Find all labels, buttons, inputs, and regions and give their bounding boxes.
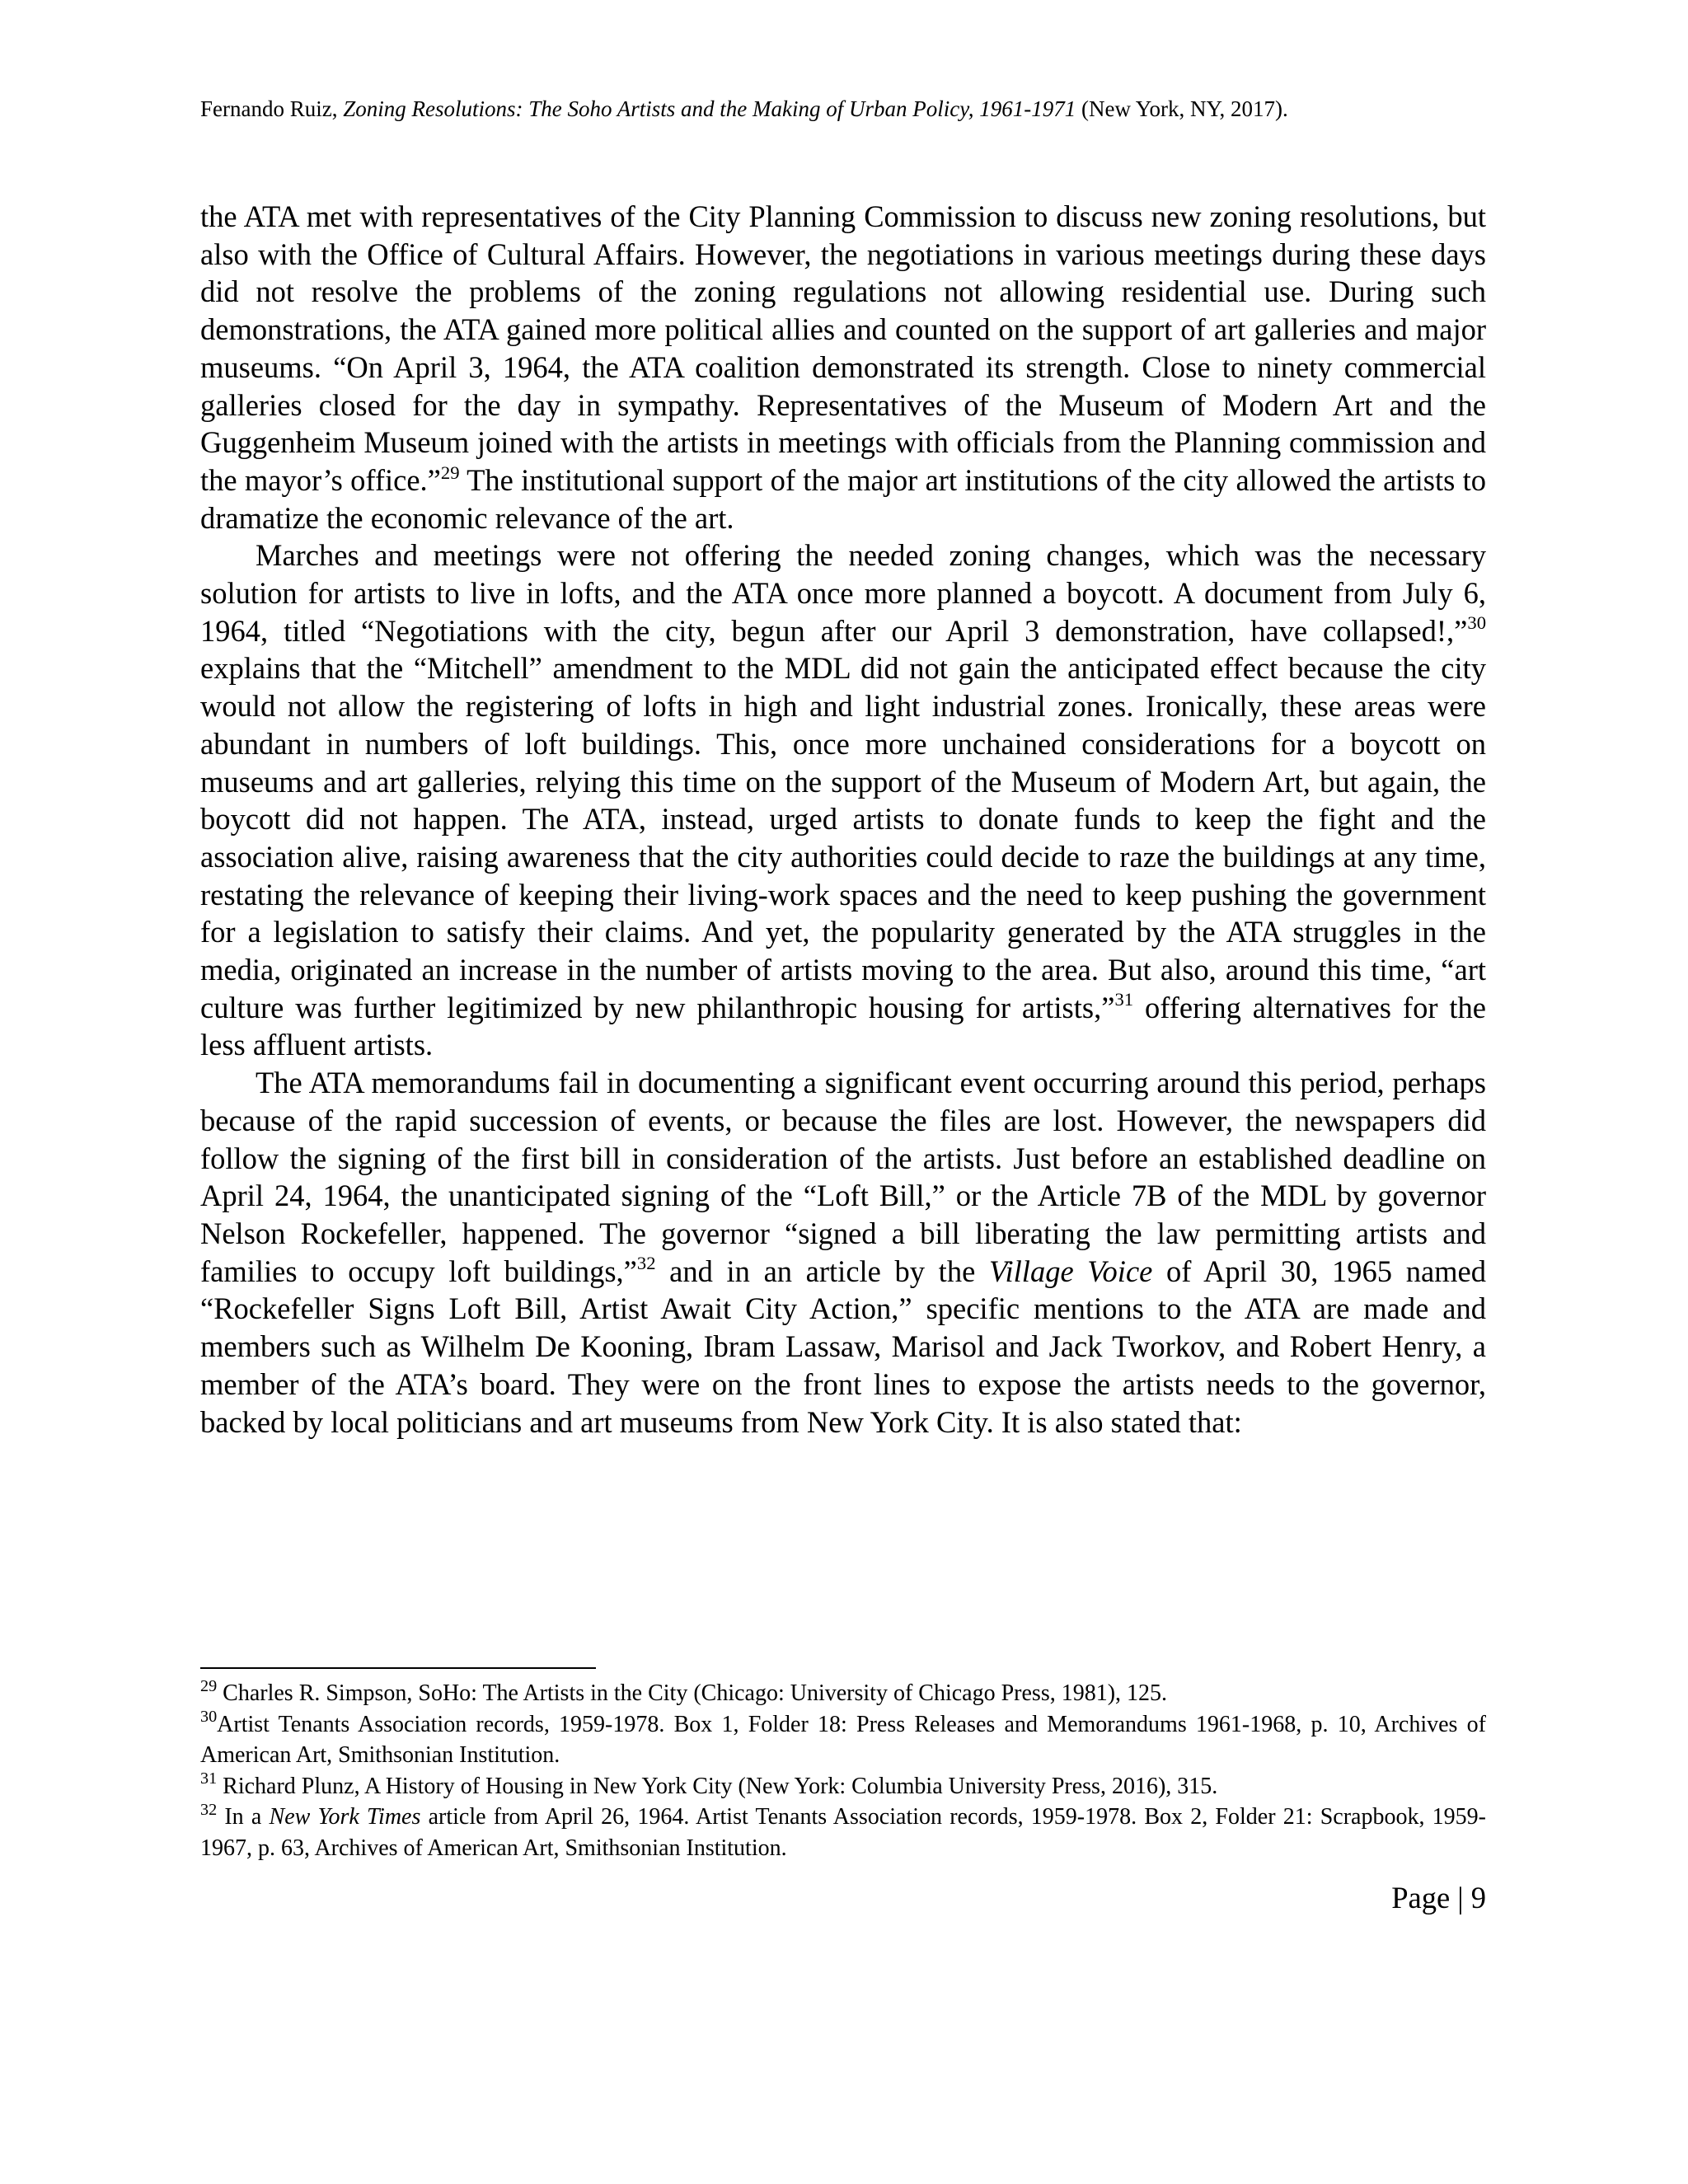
paragraph-1 <box>200 198 1486 537</box>
footnote-text: In a <box>224 1804 270 1830</box>
page-number: Page | 9 <box>1391 1881 1486 1915</box>
footnote-number: 32 <box>200 1800 218 1819</box>
footnote-ref-32[interactable]: 32 <box>636 1253 656 1274</box>
paragraph-text: offering alternatives for the less affluent artists. <box>200 990 1486 1062</box>
footnote-separator <box>200 1667 596 1669</box>
header-imprint: (New York, NY, 2017). <box>1076 96 1288 121</box>
paragraph-text: the ATA met with representatives of the City Planning Commission to discuss new zoning resolutions, but also with the Office of Cultural Affairs. However, the negotiations in various meetings during these days did not resolve the problems of the zoning regulations not allowing residential use. During such demonstrations, the ATA gained more political allies and counted on the support of art galleries and major museums. “On April 3, 1964, the ATA coalition demonstrated its strength. Close to ninety commercial galleries closed for the day in sympathy. Representatives of the Museum of Modern Art and the Guggenheim Museum joined with the artists in meetings with officials from the Planning commission and the mayor’s office.” <box>200 199 1486 497</box>
footnote-ref-30[interactable]: 30 <box>1467 612 1486 634</box>
footnote-number: 29 <box>200 1676 218 1695</box>
footnote-29 <box>200 1678 1486 1709</box>
paragraph-text: Marches and meetings were not offering the needed zoning changes, which was the necessary solution for artists to live in lofts, and the ATA once more planned a boycott. A document from July 6, 1964, titled “Negotiations with the city, begun after our April 3 demonstration, have collapsed!,” <box>200 538 1486 648</box>
footnote-ref-29[interactable]: 29 <box>440 462 460 483</box>
paragraph-text: explains that the “Mitchell” amendment to the MDL did not gain the anticipated effect because the city would not allow the registering of lofts in high and light industrial zones. Ironically, these areas were abundant in numbers of loft buildings. This, once more unchained considerations for a boycott on museums and art galleries, relying this time on the support of the Museum of Modern Art, but again, the boycott did not happen. The ATA, instead, urged artists to donate funds to keep the fight and the association alive, raising awareness that the city authorities could decide to raze the buildings at any time, restating the relevance of keeping their living-work spaces and the need to keep pushing the government for a legislation to satisfy their claims. And yet, the popularity generated by the ATA struggles in the media, originated an increase in the number of artists moving to the area. But also, around this time, “art culture was further legitimized by new philanthropic housing for artists,” <box>200 651 1486 1024</box>
paragraph-text: The ATA memorandums fail in documenting a significant event occurring around this period, perhaps because of the rapid succession of events, or because the files are lost. However, the newspapers did follow the signing of the first bill in consideration of the artists. Just before an established deadline on April 24, 1964, the unanticipated signing of the “Loft Bill,” or the Article 7B of the MDL by governor Nelson Rockefeller, happened. The governor “signed a bill liberating the law permitting artists and families to occupy loft buildings,” <box>200 1066 1486 1288</box>
footnote-text: article from April 26, 1964. Artist Tenants Association records, 1959-1978. Box 2, Folder 21: Scrapbook, 1959-1967, p. 63, Archives of American Art, Smithsonian Institution. <box>200 1804 1486 1861</box>
publication-title: Village Voice <box>988 1254 1153 1288</box>
running-header <box>200 92 1486 125</box>
footnote-31 <box>200 1771 1486 1802</box>
footnote-number: 31 <box>200 1769 218 1788</box>
footnote-ref-31[interactable]: 31 <box>1114 989 1134 1010</box>
header-author: Fernando Ruiz, <box>200 96 344 121</box>
paragraph-text: and in an article by the <box>655 1254 989 1288</box>
footnote-30 <box>200 1709 1486 1771</box>
body-text <box>200 198 1486 1441</box>
paragraph-2 <box>200 537 1486 1064</box>
paragraph-text: of April 30, 1965 named “Rockefeller Signs Loft Bill, Artist Await City Action,” specific mentions to the ATA are made and members such as Wilhelm De Kooning, Ibram Lassaw, Marisol and Jack Tworkov, and Robert Henry, a member of the ATA’s board. They were on the front lines to expose the artists needs to the governor, backed by local politicians and art museums from New York City. It is also stated that: <box>200 1254 1486 1439</box>
footnote-number: 30 <box>200 1708 218 1727</box>
footnote-space <box>217 1804 224 1830</box>
paragraph-3 <box>200 1064 1486 1441</box>
footnote-text: Artist Tenants Association records, 1959-1978. Box 1, Folder 18: Press Releases and Memorandums 1961-1968, p. 10, Archives of American Art, Smithsonian Institution. <box>200 1711 1486 1768</box>
footnote-text: Richard Plunz, A History of Housing in New York City (New York: Columbia University Press, 2016), 315. <box>223 1773 1218 1799</box>
footnote-32 <box>200 1802 1486 1863</box>
footnote-text: Charles R. Simpson, SoHo: The Artists in the City (Chicago: University of Chicago Press, 1981), 125. <box>223 1680 1168 1706</box>
publication-title: New York Times <box>269 1804 421 1830</box>
footnotes <box>200 1678 1486 1863</box>
header-book-title: Zoning Resolutions: The Soho Artists and the Making of Urban Policy, 1961-1971 <box>343 96 1076 121</box>
paragraph-text: The institutional support of the major art institutions of the city allowed the artists to dramatize the economic relevance of the art. <box>200 462 1486 535</box>
